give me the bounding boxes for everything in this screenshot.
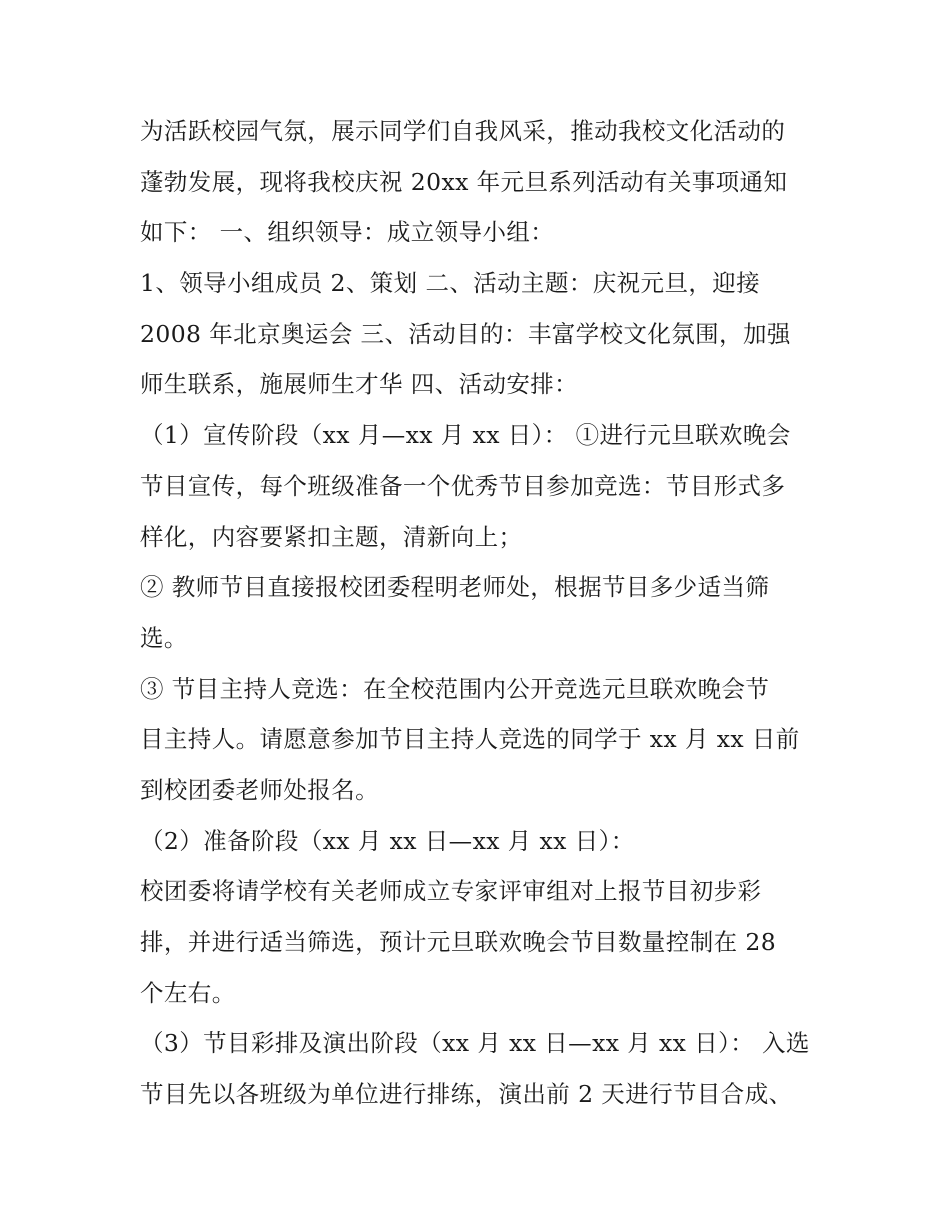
text-line: 师生联系，施展师生才华 四、活动安排： bbox=[140, 370, 579, 399]
text-line: 为活跃校园气氛，展示同学们自我风采，推动我校文化活动的 bbox=[140, 117, 786, 145]
text-line: 2008 年北京奥运会 三、活动目的：丰富学校文化氛围，加强 bbox=[140, 319, 791, 348]
text-line: 校团委将请学校有关老师成立专家评审组对上报节目初步彩 bbox=[140, 877, 762, 906]
text-line: 节目先以各班级为单位进行排练，演出前 2 天进行节目合成、 bbox=[140, 1080, 793, 1109]
text-line: 个左右。 bbox=[140, 978, 236, 1007]
text-line: 目主持人。请愿意参加节目主持人竞选的同学于 xx 月 xx 日前 bbox=[140, 725, 800, 754]
text-line: 排，并进行适当筛选，预计元旦联欢晚会节目数量控制在 28 bbox=[140, 928, 777, 956]
text-line: 节目宣传，每个班级准备一个优秀节目参加竞选：节目形式多 bbox=[140, 471, 786, 500]
text-line: 选。 bbox=[140, 623, 188, 652]
text-line: （2）准备阶段（xx 月 xx 日—xx 月 xx 日）： bbox=[140, 826, 635, 855]
text-line: （3）节目彩排及演出阶段（xx 月 xx 日—xx 月 xx 日）： 入选 bbox=[140, 1029, 810, 1058]
text-line: 样化，内容要紧扣主题，清新向上； bbox=[140, 522, 523, 551]
text-line: 蓬勃发展，现将我校庆祝 20xx 年元旦系列活动有关事项通知 bbox=[140, 167, 788, 196]
text-line: 如下： 一、组织领导：成立领导小组： bbox=[140, 218, 555, 247]
text-line: 到校团委老师处报名。 bbox=[140, 775, 379, 804]
text-line: 1、领导小组成员 2、策划 二、活动主题：庆祝元旦，迎接 bbox=[140, 269, 761, 298]
text-line: ② 教师节目直接报校团委程明老师处，根据节目多少适当筛 bbox=[140, 573, 770, 602]
text-line: ③ 节目主持人竞选：在全校范围内公开竞选元旦联欢晚会节 bbox=[140, 674, 770, 703]
document-body bbox=[140, 106, 820, 1120]
text-line: （1）宣传阶段（xx 月—xx 月 xx 日）： ①进行元旦联欢晚会 bbox=[140, 421, 791, 450]
